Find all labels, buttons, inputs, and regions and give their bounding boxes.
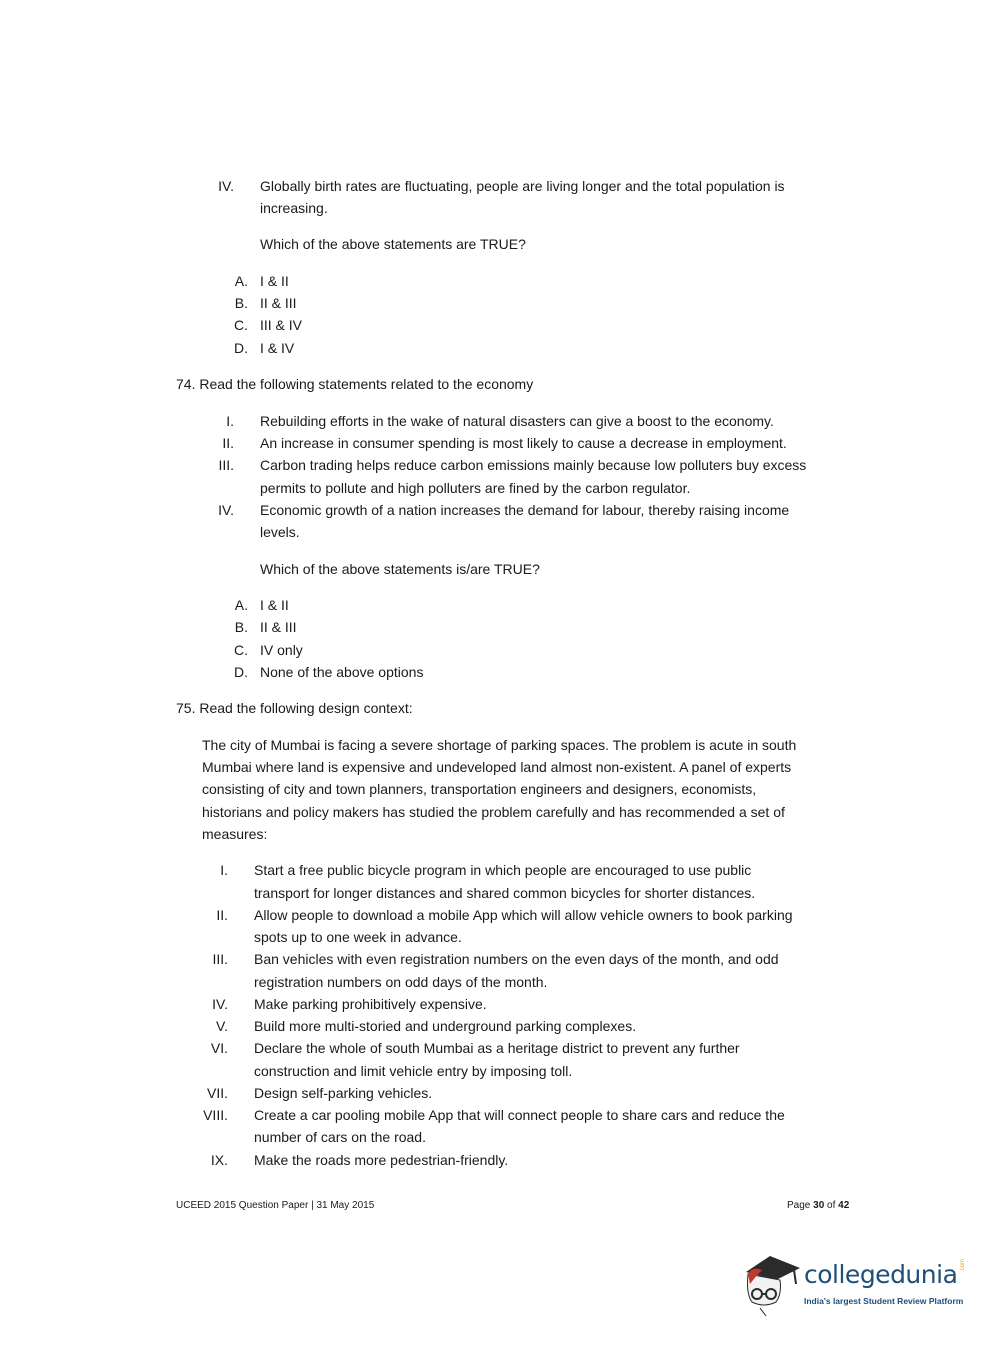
option-letter: C. xyxy=(234,642,248,658)
statement-text: Globally birth rates are fluctuating, people are living longer and the total population is xyxy=(260,178,785,194)
option-text: None of the above options xyxy=(260,664,424,680)
option-letter: B. xyxy=(234,619,248,635)
option-letter: A. xyxy=(234,597,248,613)
question-heading: 75. Read the following design context: xyxy=(176,700,413,716)
logo-wordmark: collegedunia xyxy=(804,1260,958,1289)
option-text: III & IV xyxy=(260,317,303,333)
measure-text: Build more multi-storied and underground parking complexes. xyxy=(254,1018,637,1034)
context-text: Mumbai where land is expensive and undeveloped land almost non-existent. A panel of experts xyxy=(202,759,792,775)
question-prompt: Which of the above statements are TRUE? xyxy=(260,236,526,252)
measure-number: VII. xyxy=(206,1085,228,1101)
statement-number: I. xyxy=(226,413,234,429)
measure-text: Ban vehicles with even registration numbers on the even days of the month, and odd xyxy=(254,951,779,967)
collegedunia-logo xyxy=(742,1250,972,1320)
measure-number: IV. xyxy=(212,996,228,1012)
measure-text: registration numbers on odd days of the month. xyxy=(254,974,548,990)
measure-text: Make parking prohibitively expensive. xyxy=(254,996,487,1012)
option-text: IV only xyxy=(260,642,303,658)
context-text: The city of Mumbai is facing a severe shortage of parking spaces. The problem is acute in south xyxy=(202,737,797,753)
statement-number: IV. xyxy=(218,178,234,194)
measure-text: Design self-parking vehicles. xyxy=(254,1085,433,1101)
page-of: of xyxy=(827,1200,836,1211)
measure-text: number of cars on the road. xyxy=(254,1129,426,1145)
statement-text: levels. xyxy=(260,524,300,540)
question-heading: 74. Read the following statements related to the economy xyxy=(176,376,534,392)
option-text: II & III xyxy=(260,619,297,635)
measure-number: VIII. xyxy=(203,1107,228,1123)
measure-number: VI. xyxy=(210,1040,228,1056)
statement-number: IV. xyxy=(218,502,234,518)
option-letter: C. xyxy=(234,317,248,333)
question-prompt: Which of the above statements is/are TRUE? xyxy=(260,561,540,577)
option-letter: D. xyxy=(234,664,248,680)
measure-number: III. xyxy=(212,951,228,967)
student-mascot-icon xyxy=(742,1250,804,1320)
measure-text: Make the roads more pedestrian-friendly. xyxy=(254,1152,509,1168)
page-total: 42 xyxy=(838,1200,850,1211)
logo-domain-suffix: .com xyxy=(960,1258,966,1272)
option-letter: B. xyxy=(234,295,248,311)
page-number xyxy=(787,1199,849,1213)
option-letter: D. xyxy=(234,340,248,356)
measure-text: Start a free public bicycle program in which people are encouraged to use public xyxy=(254,862,752,878)
logo-tagline: India's largest Student Review Platform xyxy=(804,1296,964,1306)
statement-text: permits to pollute and high polluters are fined by the carbon regulator. xyxy=(260,480,691,496)
statement-number: II. xyxy=(222,435,234,451)
context-text: measures: xyxy=(202,826,268,842)
measure-number: V. xyxy=(216,1018,228,1034)
measure-text: Create a car pooling mobile App that will connect people to share cars and reduce the xyxy=(254,1107,785,1123)
statement-text: An increase in consumer spending is most likely to cause a decrease in employment. xyxy=(260,435,787,451)
measure-number: IX. xyxy=(210,1152,228,1168)
context-text: consisting of city and town planners, transportation engineers and designers, economists, xyxy=(202,781,757,797)
page-word: Page xyxy=(787,1200,811,1211)
measure-number: II. xyxy=(216,907,228,923)
statement-text: Economic growth of a nation increases the demand for labour, thereby raising income xyxy=(260,502,790,518)
option-text: II & III xyxy=(260,295,297,311)
statement-text: increasing. xyxy=(260,200,328,216)
measure-text: construction and limit vehicle entry by imposing toll. xyxy=(254,1063,573,1079)
statement-text: Rebuilding efforts in the wake of natural disasters can give a boost to the economy. xyxy=(260,413,774,429)
measure-text: transport for longer distances and shared common bicycles for shorter distances. xyxy=(254,885,756,901)
option-text: I & IV xyxy=(260,340,295,356)
measure-text: Allow people to download a mobile App which will allow vehicle owners to book parking xyxy=(254,907,793,923)
option-letter: A. xyxy=(234,273,248,289)
footer-title: UCEED 2015 Question Paper | 31 May 2015 xyxy=(176,1200,375,1211)
context-text: historians and policy makers has studied the problem carefully and has recommended a set of xyxy=(202,804,785,820)
option-text: I & II xyxy=(260,597,289,613)
option-text: I & II xyxy=(260,273,289,289)
statement-number: III. xyxy=(218,457,234,473)
statement-text: Carbon trading helps reduce carbon emissions mainly because low polluters buy excess xyxy=(260,457,807,473)
page-current: 30 xyxy=(813,1200,825,1211)
measure-text: spots up to one week in advance. xyxy=(254,929,462,945)
measure-number: I. xyxy=(220,862,228,878)
measure-text: Declare the whole of south Mumbai as a heritage district to prevent any further xyxy=(254,1040,740,1056)
